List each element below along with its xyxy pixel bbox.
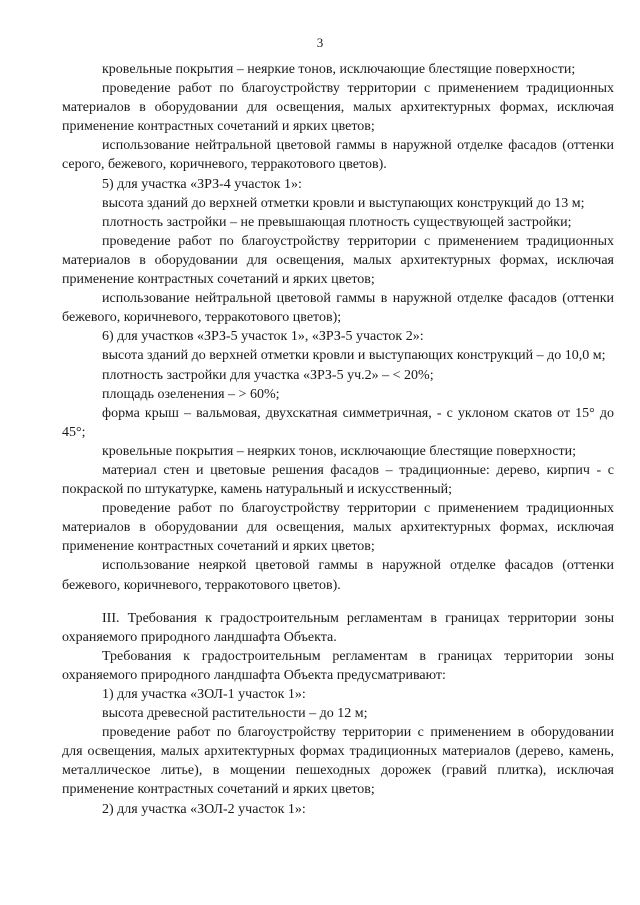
section-heading-iii: III. Требования к градостроительным регламентам в границах территории зоны охраняемого природного ландшафта Объекта. [62,610,614,645]
list-item-zol1: 1) для участка «ЗОЛ-1 участок 1»: [102,687,306,702]
document-body [62,60,614,819]
paragraph-section-intro: Требования к градостроительным регламентам в границах территории зоны охраняемого природного ландшафта Объекта предусматривают: [62,648,614,683]
paragraph-density-zrz5: плотность застройки для участка «ЗРЗ-5 уч.2» – < 20%; [102,367,434,383]
paragraph-greenery-zrz5: площадь озеленения – > 60%; [102,386,280,402]
paragraph-landscaping-1: проведение работ по благоустройству территории с применением традиционных материалов в оборудовании для освещения, малых архитектурных формах, исключая применение контрастных сочетаний и ярких цветов; [62,81,614,135]
paragraph-roofing-1: кровельные покрытия – неяркие тонов, исключающие блестящие поверхности; [102,62,576,77]
paragraph-height-zrz5: высота зданий до верхней отметки кровли и выступающих конструкций – до 10,0 м; [102,348,606,364]
section-gap [62,595,614,609]
paragraph-landscaping-zol1: проведение работ по благоустройству территории с применением в оборудовании для освещения, малых архитектурных формах традиционных материалов (дерево, камень, металлическое литье), в мощении пешеходных дорожек (гравий плитка), исключая применение контрастных сочетаний и ярких цветов; [62,725,614,798]
paragraph-density-zrz4: плотность застройки – не превышающая плотность существующей застройки; [102,214,572,230]
paragraph-facade-colors-1: использование нейтральной цветовой гаммы в наружной отделке фасадов (оттенки серого, бежевого, коричневого, терракотового цветов). [62,138,614,173]
list-item-zol2: 2) для участка «ЗОЛ-2 участок 1»: [102,801,306,817]
paragraph-tree-height-zol1: высота древесной растительности – до 12 м; [102,706,368,722]
list-item-zrz5: 6) для участков «ЗРЗ-5 участок 1», «ЗРЗ-5 участок 2»: [102,329,424,345]
paragraph-facade-colors-zrz5: использование неяркой цветовой гаммы в наружной отделке фасадов (оттенки бежевого, коричневого, терракотового цветов). [62,558,614,593]
paragraph-wall-materials-zrz5: материал стен и цветовые решения фасадов – традиционные: дерево, кирпич - с покраской по штукатурке, камень натуральный и искусственный; [62,462,614,498]
list-item-zrz4: 5) для участка «ЗРЗ-4 участок 1»: [102,176,302,192]
paragraph-landscaping-zrz5: проведение работ по благоустройству территории с применением традиционных материалов в оборудовании для освещения, малых архитектурных формах, исключая применение контрастных сочетаний и ярких цветов; [62,501,614,555]
paragraph-facade-colors-zrz4: использование нейтральной цветовой гаммы в наружной отделке фасадов (оттенки бежевого, коричневого, терракотового цветов); [62,291,614,326]
paragraph-roofing-zrz5: кровельные покрытия – неярких тонов, исключающие блестящие поверхности; [102,443,577,459]
paragraph-height-zrz4: высота зданий до верхней отметки кровли и выступающих конструкций до 13 м; [102,195,585,211]
paragraph-landscaping-zrz4: проведение работ по благоустройству территории с применением традиционных материалов в оборудовании для освещения, малых архитектурных формах, исключая применение контрастных сочетаний и ярких цветов; [62,233,614,288]
paragraph-roof-shape-zrz5: форма крыш – вальмовая, двухскатная симметричная, - с уклоном скатов от 15° до 45°; [62,405,614,440]
page-number: 3 [316,35,324,50]
